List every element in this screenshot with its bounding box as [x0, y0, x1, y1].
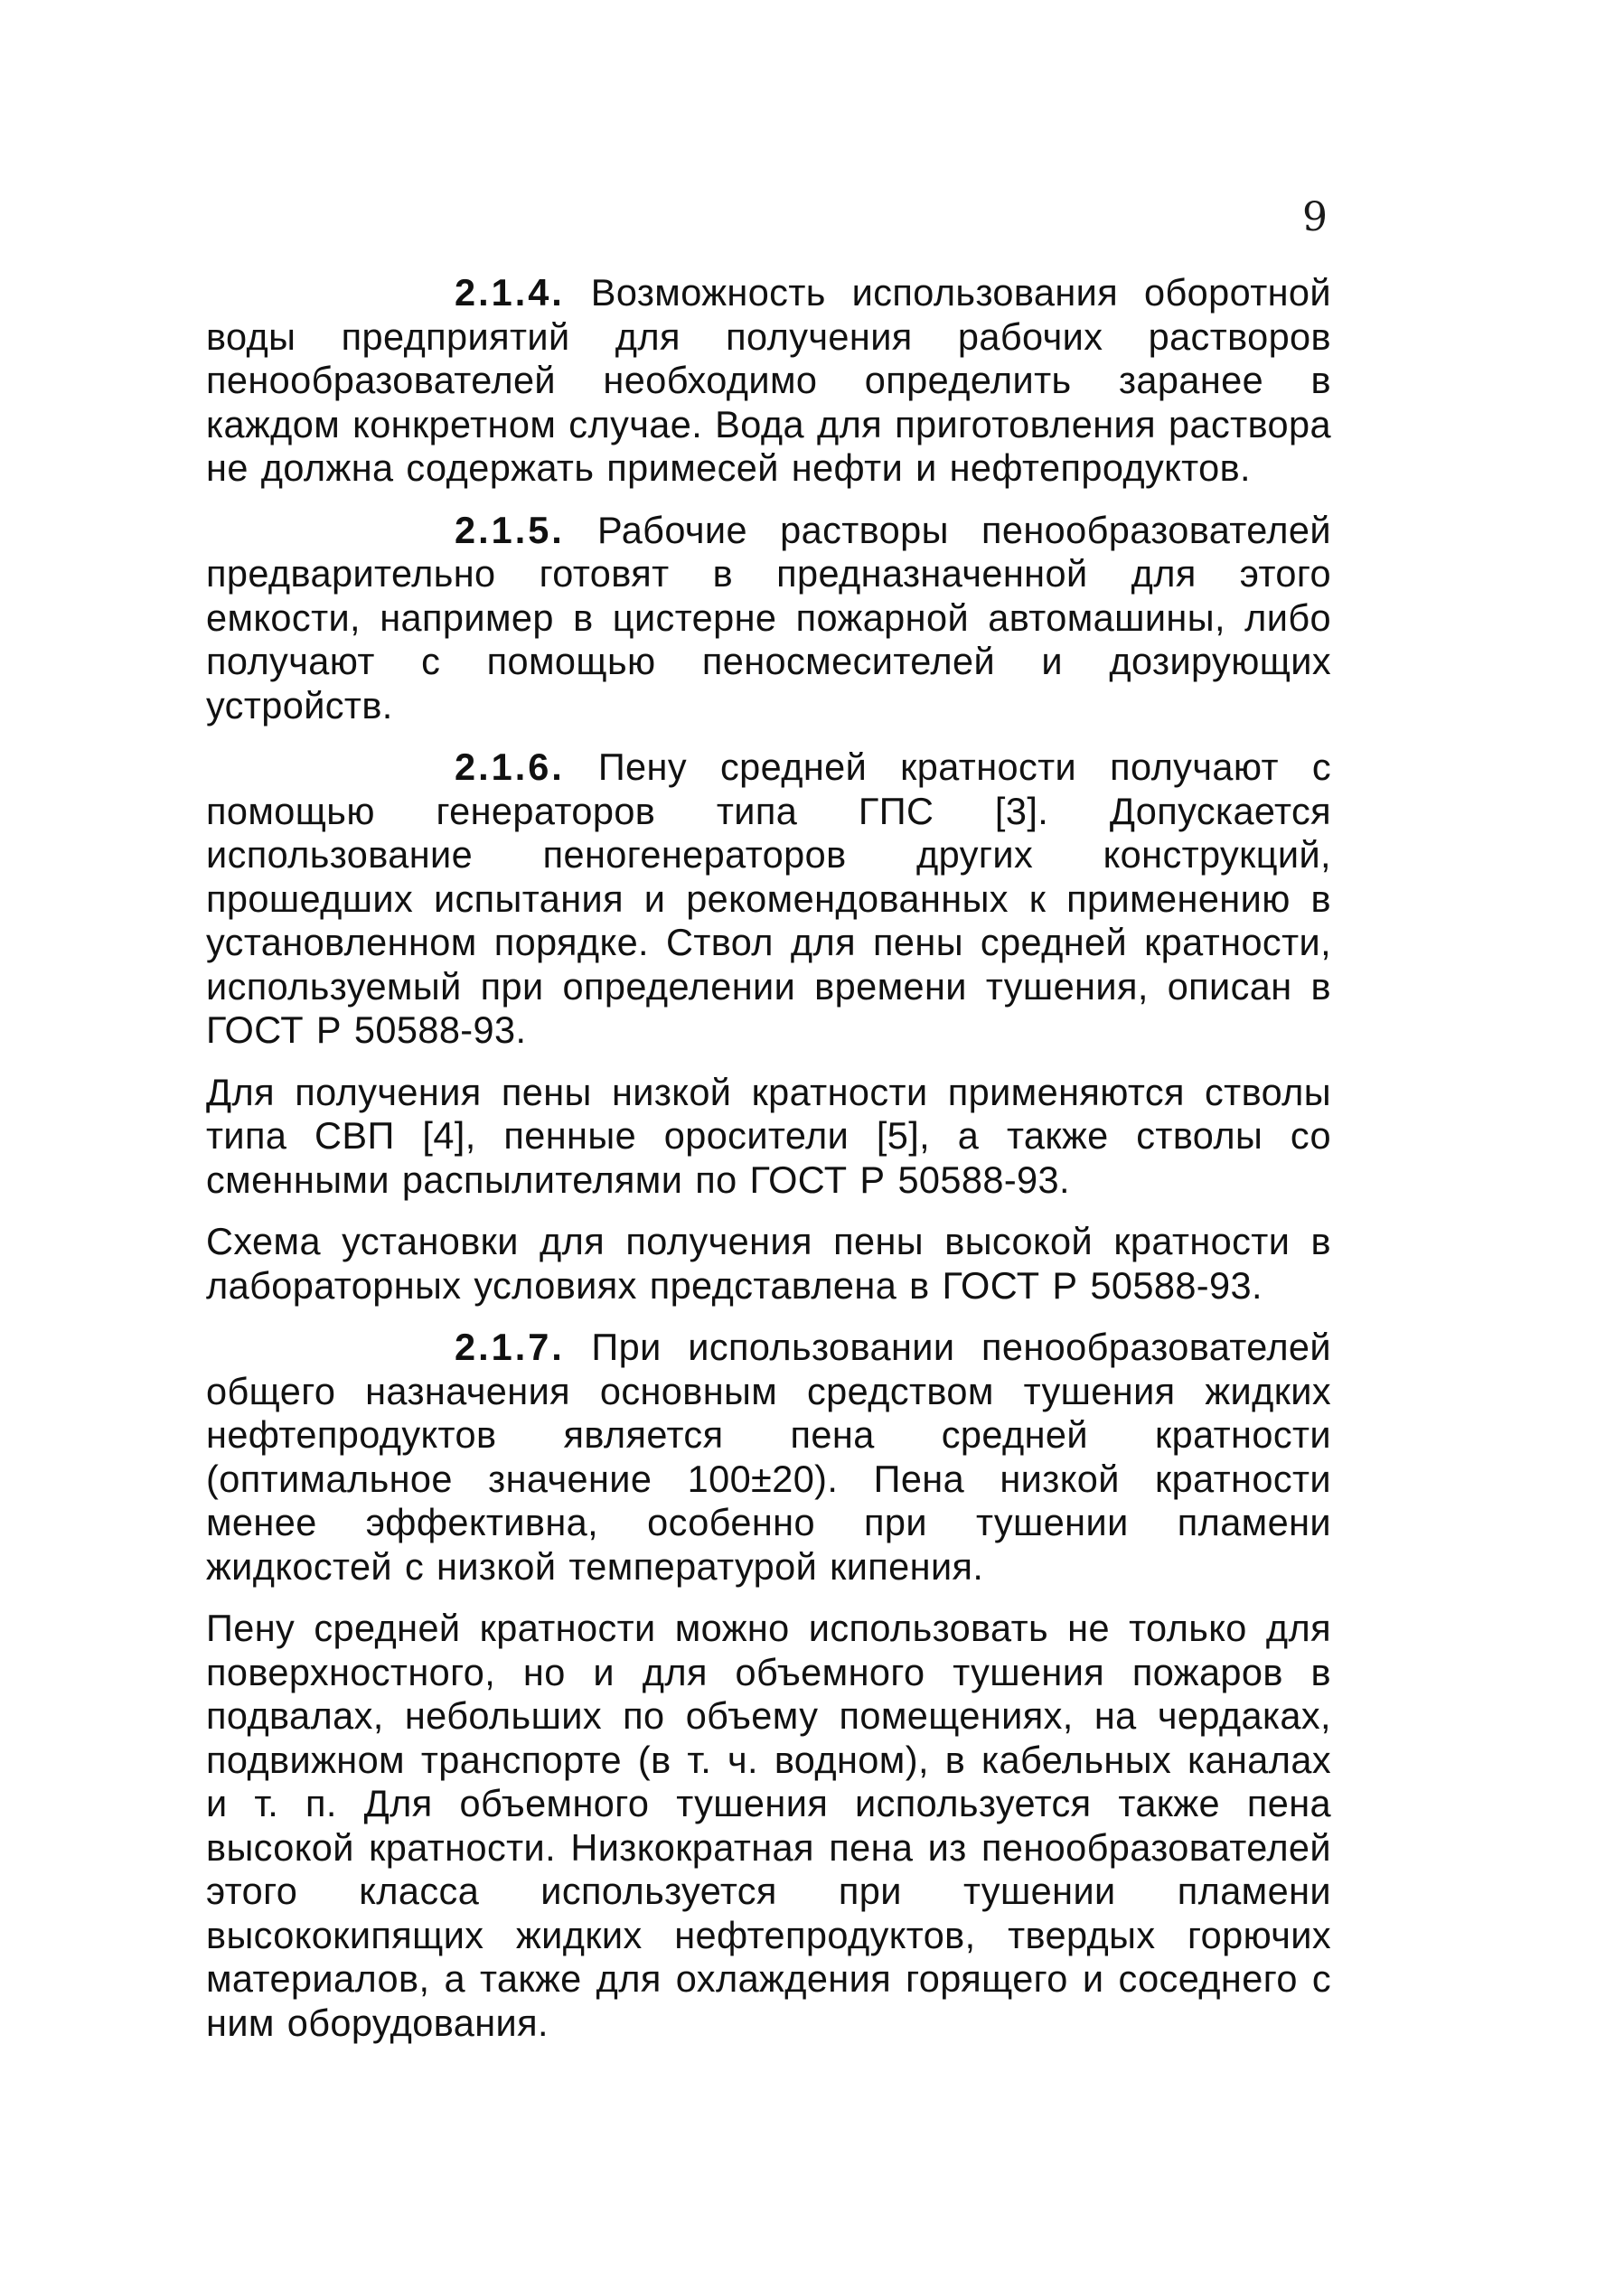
- clause-number: 2.1.6.: [455, 745, 565, 788]
- paragraph-text: Рабочие растворы пенообразователей предварительно готовят в предназначенной для этого емкости, например в цистерне пожарной автомашины, либо получают с помощью пеносмесителей и дозирующих устройств.: [206, 508, 1331, 727]
- clause-number: 2.1.7.: [455, 1326, 565, 1368]
- paragraph-medium-expansion-usage: Пену средней кратности можно использовать не только для поверхностного, но и для объемного тушения пожаров в подвалах, небольших по объему помещениях, на чердаках, подвижном транспорте (в т. ч. водном), в кабельных каналах и т. п. Для объемного тушения используется также пена высокой кратности. Низкократная пена из пенообразователей этого класса используется при тушении пламени высококипящих жидких нефтепродуктов, твердых горючих материалов, а также для охлаждения горящего и соседнего с ним оборудования.: [206, 1607, 1331, 2044]
- paragraph-text: Пену средней кратности получают с помощью генераторов типа ГПС [3]. Допускается использование пеногенераторов других конструкций, прошедших испытания и рекомендованных к применению в установленном порядке. Ствол для пены средней кратности, используемый при определении времени тушения, описан в ГОСТ Р 50588-93.: [206, 745, 1331, 1051]
- clause-number: 2.1.4.: [455, 271, 565, 314]
- clause-number: 2.1.5.: [455, 508, 565, 551]
- paragraph-2-1-7: [206, 1326, 1331, 1589]
- paragraph-2-1-5: [206, 509, 1331, 728]
- document-body: [206, 271, 1331, 2063]
- paragraph-2-1-6: [206, 745, 1331, 1053]
- paragraph-text: При использовании пенообразователей общего назначения основным средством тушения жидких нефтепродуктов является пена средней кратности (оптимальное значение 100±20). Пена низкой кратности менее эффективна, особенно при тушении пламени жидкостей с низкой температурой кипения.: [206, 1326, 1331, 1588]
- page-number: 9: [1302, 194, 1328, 240]
- paragraph-low-expansion-foam: Для получения пены низкой кратности применяются стволы типа СВП [4], пенные оросители [5], а также стволы со сменными распылителями по ГОСТ Р 50588-93.: [206, 1070, 1331, 1201]
- paragraph-high-expansion-foam: Схема установки для получения пены высокой кратности в лабораторных условиях представлена в ГОСТ Р 50588-93.: [206, 1220, 1331, 1307]
- paragraph-2-1-4: [206, 271, 1331, 491]
- paragraph-text: Возможность использования оборотной воды предприятий для получения рабочих растворов пенообразователей необходимо определить заранее в каждом конкретном случае. Вода для приготовления раствора не должна содержать примесей нефти и нефтепродуктов.: [206, 271, 1331, 489]
